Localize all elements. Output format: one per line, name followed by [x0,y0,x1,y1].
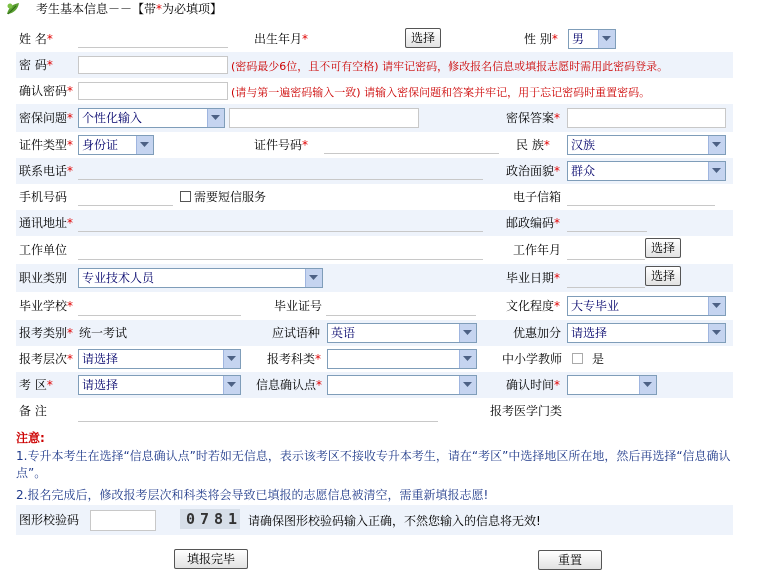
security-question-custom-input[interactable] [229,108,419,128]
confirm-password-label: 确认密码* [19,84,74,98]
id-number-label: 证件号码* [254,138,309,152]
grad-date-label: 毕业日期* [506,271,561,285]
address-label: 通讯地址* [19,216,74,230]
level-select[interactable]: 请选择 [78,349,241,369]
work-unit-input[interactable] [78,242,483,260]
gender-label: 性 别* [524,32,558,46]
row-work [16,236,733,264]
language-label: 应试语种 [272,326,321,340]
name-label: 姓 名* [19,32,53,46]
security-answer-input[interactable] [567,108,726,128]
school-input[interactable] [78,298,241,316]
captcha-hint: 请确保图形校验码输入正确，不然您输入的信息将无效! [248,514,541,528]
subject-label: 报考科类* [267,352,322,366]
nation-select[interactable]: 汉族 [567,135,726,155]
chevron-down-icon [305,269,322,287]
chevron-down-icon [708,162,725,180]
chevron-down-icon [459,376,476,394]
education-label: 文化程度* [506,299,561,313]
work-year-input[interactable] [567,242,645,260]
gender-select[interactable]: 男 [568,29,616,49]
captcha-digit: 1 [228,510,238,528]
confirm-point-label: 信息确认点* [256,378,323,392]
sms-label: 需要短信服务 [194,190,267,204]
chevron-down-icon [459,324,476,342]
zip-label: 邮政编码* [506,216,561,230]
exam-category-label: 报考类别* [19,326,74,340]
row-name [16,26,733,52]
confirm-time-label: 确认时间* [506,378,561,392]
captcha-label: 图形校验码 [19,513,80,527]
confirm-password-input[interactable] [78,82,228,100]
id-type-label: 证件类型* [19,138,74,152]
password-note: (密码最少6位，且不可有空格) 请牢记密码，修改报名信息或填报志愿时需用此密码登录。 [231,60,669,73]
captcha-row [16,505,733,535]
exam-category-value: 统一考试 [79,326,128,340]
teacher-checkbox[interactable] [572,353,583,364]
row-password [16,52,733,78]
work-unit-label: 工作单位 [19,243,68,257]
chevron-down-icon [223,350,240,368]
grad-date-input[interactable] [567,270,645,288]
language-select[interactable]: 英语 [327,323,477,343]
row-area [16,372,733,398]
mobile-label: 手机号码 [19,190,68,204]
chevron-down-icon [136,136,153,154]
confirm-time-select[interactable] [567,375,657,395]
cert-label: 毕业证号 [274,299,323,313]
work-year-label: 工作年月 [513,243,562,257]
school-label: 毕业学校* [19,299,74,313]
reset-button[interactable]: 重置 [538,550,602,570]
chevron-down-icon [223,376,240,394]
security-question-label: 密保问题* [19,111,74,125]
nation-label: 民 族* [516,138,550,152]
captcha-digit: 0 [186,510,196,528]
email-label: 电子信箱 [513,190,562,204]
leaf-icon [6,2,20,16]
page-title: 考生基本信息－－【带*为必填项】 [36,2,223,16]
job-select[interactable]: 专业技术人员 [78,268,323,288]
id-type-select[interactable]: 身份证 [78,135,154,155]
captcha-digit: 8 [214,510,224,528]
teacher-label: 中小学教师 [502,352,563,366]
confirm-password-note: (请与第一遍密码输入一致) 请输入密保问题和答案并牢记，用于忘记密码时重置密码。 [231,86,651,99]
birth-select-button[interactable]: 选择 [405,28,441,48]
chevron-down-icon [639,376,656,394]
name-input[interactable] [78,30,228,48]
remark-label: 备 注 [19,404,47,418]
cert-input[interactable] [326,298,476,316]
row-school [16,292,733,320]
row-mobile [16,184,733,210]
political-select[interactable]: 群众 [567,161,726,181]
area-select[interactable]: 请选择 [78,375,241,395]
notice-title: 注意: [16,431,45,445]
captcha-digit: 7 [200,510,210,528]
phone-input[interactable] [78,162,483,180]
phone-label: 联系电话* [19,164,74,178]
row-remark [16,398,733,424]
mobile-input[interactable] [78,188,173,206]
notice-line-1: 1.专升本考生在选择“信息确认点”时若如无信息，表示该考区不接收专升本考生，请在“考区”中选择地区所在地，然后再选择“信息确认点”。 [16,449,731,480]
teacher-yes-label: 是 [592,352,605,366]
chevron-down-icon [459,350,476,368]
id-number-input[interactable] [324,136,499,154]
remark-input[interactable] [78,404,438,422]
row-security-question [16,104,733,132]
notice-line-2: 2.报名完成后，修改报考层次和科类将会导致已填报的志愿信息被清空，需重新填报志愿! [16,488,489,502]
confirm-point-select[interactable] [327,375,477,395]
row-phone [16,158,733,184]
captcha-image[interactable] [180,509,240,529]
password-input[interactable] [78,56,228,74]
bonus-select[interactable]: 请选择 [567,323,726,343]
email-input[interactable] [567,188,715,206]
chevron-down-icon [708,324,725,342]
row-confirm-password [16,78,733,104]
area-label: 考 区* [19,378,53,392]
subject-select[interactable] [327,349,477,369]
page-header [0,0,766,24]
chevron-down-icon [708,297,725,315]
medical-label: 报考医学门类 [490,404,563,418]
captcha-input[interactable] [90,510,156,531]
row-level [16,346,733,372]
chevron-down-icon [207,109,224,127]
level-label: 报考层次* [19,352,74,366]
chevron-down-icon [598,30,615,48]
political-label: 政治面貌* [506,164,561,178]
row-job [16,264,733,292]
security-question-select[interactable]: 个性化输入 [78,108,225,128]
job-label: 职业类别 [19,271,68,285]
row-exam-category [16,320,733,346]
work-year-select-button[interactable]: 选择 [645,238,681,258]
row-address [16,210,733,236]
bonus-label: 优惠加分 [513,326,562,340]
grad-date-select-button[interactable]: 选择 [645,266,681,286]
row-id [16,132,733,158]
submit-button[interactable]: 填报完毕 [174,549,248,569]
password-label: 密 码* [19,58,53,72]
address-input[interactable] [78,214,483,232]
sms-checkbox[interactable] [180,191,191,202]
birth-label: 出生年月* [254,32,309,46]
chevron-down-icon [708,136,725,154]
education-select[interactable]: 大专毕业 [567,296,726,316]
security-answer-label: 密保答案* [506,111,561,125]
zip-input[interactable] [567,214,647,232]
